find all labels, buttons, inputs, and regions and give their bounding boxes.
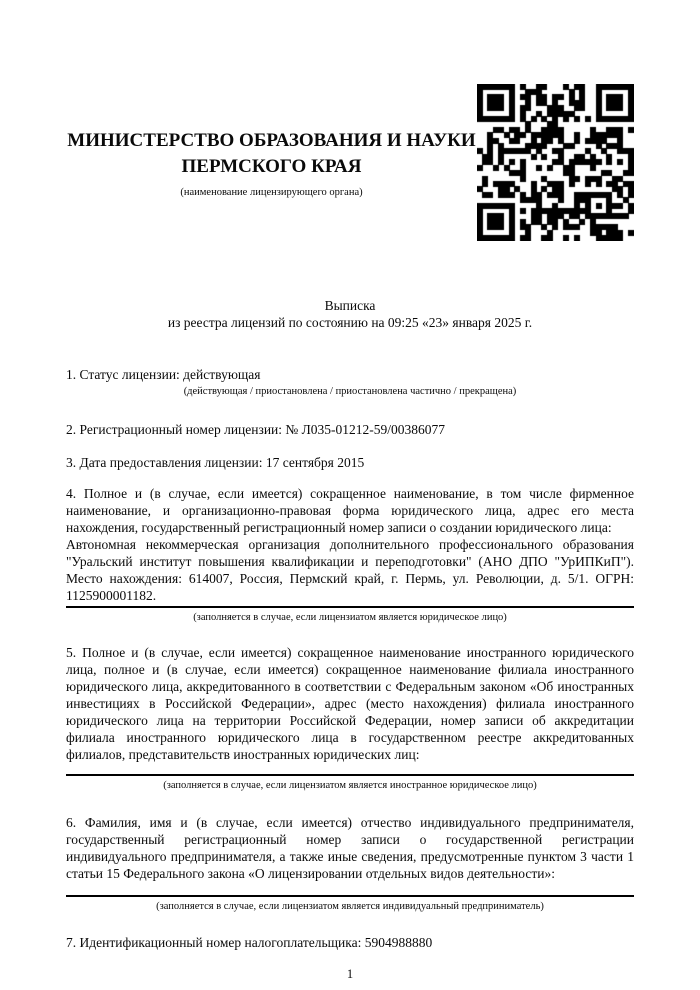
title-line2: из реестра лицензий по состоянию на 09:25 «23» января 2025 г. (167, 315, 533, 330)
section-legal-entity (66, 485, 634, 624)
page-number: 1 (346, 967, 354, 981)
foreign-entity-caption: (заполняется в случае, если лицензиатом является иностранное юридическое лицо) (163, 780, 537, 791)
individual-entrepreneur-caption: (заполняется в случае, если лицензиатом является индивидуальный предприниматель) (156, 901, 544, 912)
title-line1: Выписка (324, 298, 376, 313)
section-license-status (66, 366, 634, 398)
document-title (66, 297, 634, 331)
license-status-text: 1. Статус лицензии: действующая (66, 367, 261, 382)
foreign-entity-statement: 5. Полное и (в случае, если имеется) сокращенное наименование иностранного юридического лица, полное и (в случае, если имеется) сокращенное наименование филиала иностранного юридического лица, аккредитованного в соответствии с Федеральным законом «Об иностранных инвестициях в Российской Федерации», адрес (место нахождения) филиала иностранного юридического лица на территории Российской Федерации, номер записи об аккредитации филиала иностранного юридического лица в государственном реестре аккредитованных филиалов, представительств иностранных юридических лиц: (66, 645, 634, 762)
fill-in-line (66, 774, 634, 776)
ministry-name-line1: МИНИСТЕРСТВО ОБРАЗОВАНИЯ И НАУКИ (67, 130, 476, 151)
qr-code-icon (477, 84, 634, 241)
section-license-date (66, 454, 634, 471)
legal-entity-value: Автономная некоммерческая организация дополнительного профессионального образования "Уральский институт повышения квалификации и переподготовки" (АНО ДПО "УрИПКиП"). Место нахождения: 614007, Россия, Пермский край, г. Пермь, ул. Революции, д. 5/1. ОГРН: 1125900001182. (66, 537, 634, 603)
license-status-options-caption: (действующая / приостановлена / приостановлена частично / прекращена) (183, 386, 517, 397)
section-individual-entrepreneur (66, 814, 634, 913)
fill-in-line (66, 606, 634, 608)
individual-entrepreneur-statement: 6. Фамилия, имя и (в случае, если имеется) отчество индивидуального предпринимателя, государственный регистрационный номер записи о государственной регистрации индивидуального предпринимателя, а также иные сведения, предусмотренные пунктом 3 части 1 статьи 15 Федерального закона «О лицензировании отдельных видов деятельности»: (66, 815, 634, 881)
ministry-name-line2: ПЕРМСКОГО КРАЯ (181, 156, 362, 177)
section-taxpayer-number (66, 934, 634, 951)
license-date-text: 3. Дата предоставления лицензии: 17 сентября 2015 (66, 455, 365, 470)
document-header (66, 84, 634, 241)
fill-in-line (66, 895, 634, 897)
section-registration-number (66, 421, 634, 438)
registration-number-text: 2. Регистрационный номер лицензии: № Л035-01212-59/00386077 (66, 422, 446, 437)
legal-entity-statement: 4. Полное и (в случае, если имеется) сокращенное наименование, в том числе фирменное наименование, и организационно-правовая форма юридического лица, адрес его места нахождения, государственный регистрационный номер записи о создании юридического лица: (66, 486, 634, 535)
legal-entity-caption: (заполняется в случае, если лицензиатом является юридическое лицо) (193, 612, 507, 623)
section-foreign-entity (66, 644, 634, 792)
licensing-authority-caption: (наименование лицензирующего органа) (180, 187, 363, 198)
taxpayer-number-text: 7. Идентификационный номер налогоплательщика: 5904988880 (66, 935, 433, 950)
licensing-authority-block (66, 84, 477, 199)
